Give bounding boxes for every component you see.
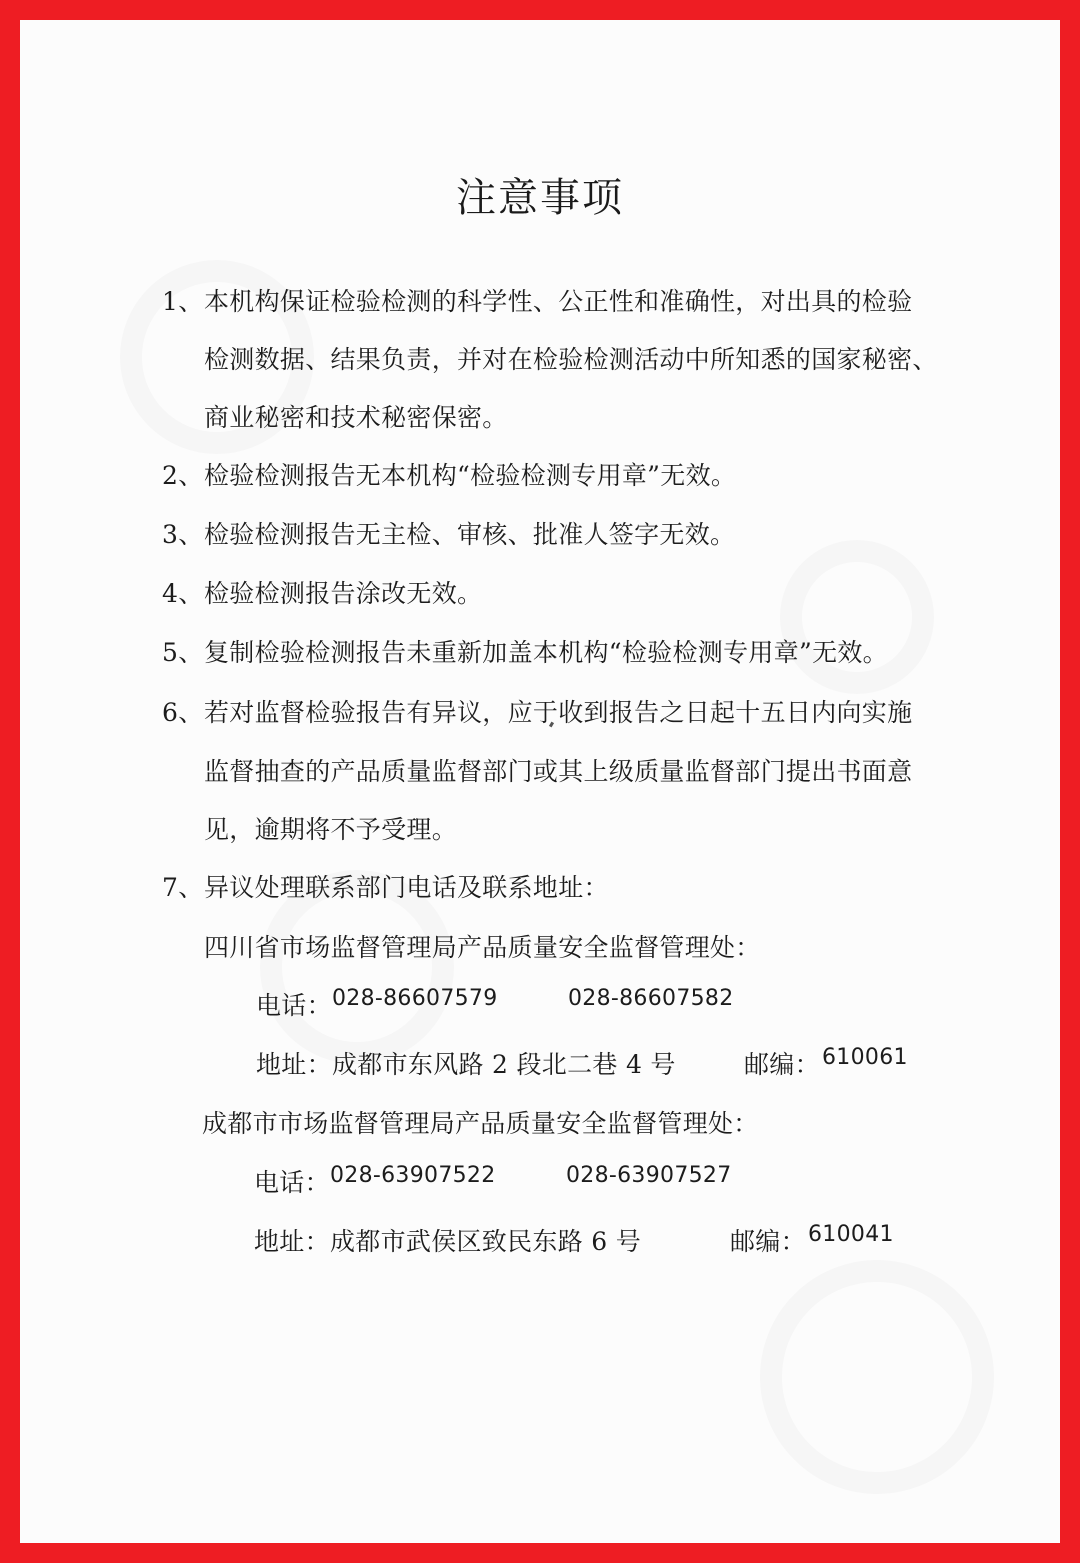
item-line: 检验检测报告无主检、审核、批准人签字无效。 (204, 520, 736, 549)
item-number: 1、 (162, 287, 204, 316)
address-label: 地址： (254, 1227, 330, 1256)
page-title: 注意事项 (456, 175, 624, 221)
item-number: 6、 (162, 698, 204, 727)
item-line: 监督抽查的产品质量监督部门或其上级质量监督部门提出书面意 (204, 757, 913, 786)
item-line: 见，逾期将不予受理。 (204, 815, 458, 844)
address-label: 地址： (256, 1050, 332, 1079)
item-line: 检验检测报告无本机构“检验检测专用章”无效。 (204, 461, 737, 490)
item-line: 检测数据、结果负责，并对在检验检测活动中所知悉的国家秘密、 (204, 345, 938, 374)
postcode-value: 610061 (822, 1045, 908, 1070)
phone-number: 028-63907527 (566, 1163, 732, 1188)
paper-sheet (20, 20, 1060, 1543)
watermark-circle (760, 1260, 994, 1494)
item-line: 异议处理联系部门电话及联系地址： (204, 873, 609, 902)
phone-number: 028-86607579 (332, 986, 498, 1011)
item-line: 若对监督检验报告有异议，应于收到报告之日起十五日内向实施 (204, 698, 913, 727)
address-text: 成都市东风路 2 段北二巷 4 号 (332, 1050, 676, 1079)
item-number: 7、 (162, 873, 204, 902)
contact-org: 成都市市场监督管理局产品质量安全监督管理处： (202, 1109, 759, 1138)
watermark-circle (780, 540, 934, 694)
phone-label: 电话： (256, 991, 332, 1020)
item-line: 商业秘密和技术秘密保密。 (204, 403, 508, 432)
item-number: 3、 (162, 520, 204, 549)
item-number: 4、 (162, 579, 204, 608)
phone-label: 电话： (254, 1168, 330, 1197)
postcode-value: 610041 (808, 1222, 894, 1247)
address-text: 成都市武侯区致民东路 6 号 (330, 1227, 642, 1256)
phone-number: 028-63907522 (330, 1163, 496, 1188)
postcode-label: 邮编： (730, 1227, 806, 1256)
phone-number: 028-86607582 (568, 986, 734, 1011)
item-line: 本机构保证检验检测的科学性、公正性和准确性，对出具的检验 (204, 287, 913, 316)
item-number: 2、 (162, 461, 204, 490)
contact-org: 四川省市场监督管理局产品质量安全监督管理处： (204, 933, 761, 962)
item-line: 检验检测报告涂改无效。 (204, 579, 483, 608)
postcode-label: 邮编： (744, 1050, 820, 1079)
item-line: 复制检验检测报告未重新加盖本机构“检验检测专用章”无效。 (204, 638, 888, 667)
item-number: 5、 (162, 638, 204, 667)
